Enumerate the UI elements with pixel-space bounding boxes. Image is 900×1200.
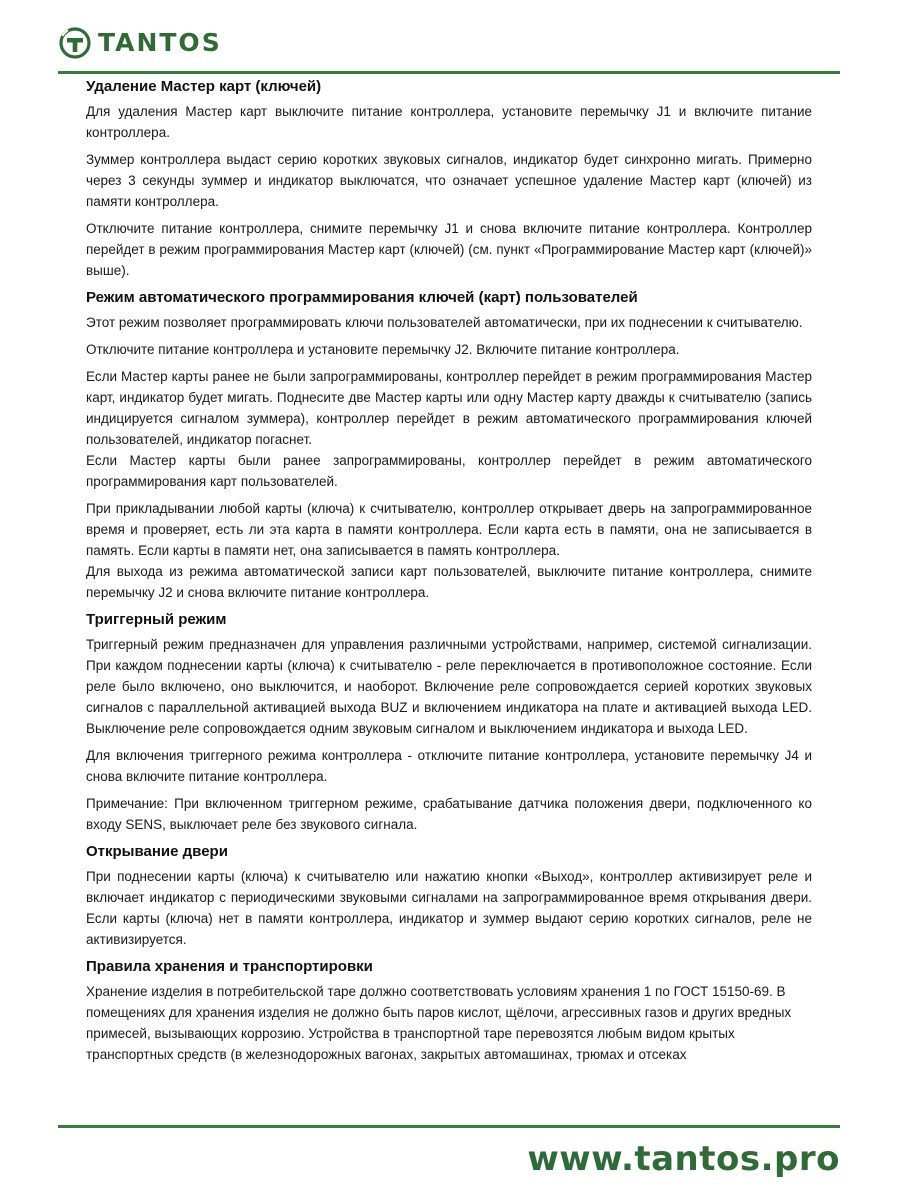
paragraph: Отключите питание контроллера, снимите перемычку J1 и снова включите питание контроллера. Контроллер перейдет в режим программирования Мастер карт (ключей) (см. пункт «Программирование Мастер карт (ключей)» выше).: [86, 221, 812, 278]
paragraph: Если Мастер карты ранее не были запрограммированы, контроллер перейдет в режим программирования Мастер карт, индикатор будет мигать. Поднесите две Мастер карты или одну Мастер карту дважды к считывателю (запись индицируется сигналом зуммера), контроллер перейдет в режим автоматического программирования ключей пользователей, индикатор погаснет.: [86, 369, 812, 447]
paragraph: Для включения триггерного режима контроллера - отключите питание контроллера, установите перемычку J4 и снова включите питание контроллера.: [86, 748, 812, 784]
paragraph: Отключите питание контроллера и установите перемычку J2. Включите питание контроллера.: [86, 342, 680, 357]
logo-text: TANTOS: [98, 28, 222, 57]
paragraph: Этот режим позволяет программировать ключи пользователей автоматически, при их поднесении к считывателю.: [86, 315, 803, 330]
paragraph: Триггерный режим предназначен для управления различными устройствами, например, системой сигнализации. При каждом поднесении карты (ключа) к считывателю - реле переключается в противоположное состояние. Если реле было включено, оно выключится, и наоборот. Включение реле сопровождается серией коротких звуковых сигналов с параллельной активацией выхода BUZ и включением индикатора на плате и активацией выхода LED. Выключение реле сопровождается одним звуковым сигналом и выключением индикатора и выхода LED.: [86, 637, 812, 736]
section-heading: Режим автоматического программирования ключей (карт) пользователей: [86, 289, 638, 306]
section-heading: Правила хранения и транспортировки: [86, 958, 373, 975]
footer-divider: [58, 1125, 840, 1128]
paragraph: При поднесении карты (ключа) к считывателю или нажатию кнопки «Выход», контроллер активизирует реле и включает индикатор с периодическими звуковыми сигналами на запрограммированное время открывания двери. Если карты (ключа) нет в памяти контроллера, индикатор и зуммер выдают серию коротких сигналов, реле не активизируется.: [86, 869, 812, 947]
paragraph: Для выхода из режима автоматической записи карт пользователей, выключите питание контроллера, снимите перемычку J2 и снова включите питание контроллера.: [86, 564, 812, 600]
tantos-logo-icon: [58, 26, 92, 60]
paragraph: Хранение изделия в потребительской таре должно соответствовать условиям хранения 1 по ГОСТ 15150-69. В помещениях для хранения изделия не должно быть паров кислот, щёлочи, агрессивных газов и других вредных примесей, вызывающих коррозию. Устройства в транспортной таре перевозятся любым видом крытых транспортных средств (в железнодорожных вагонах, закрытых автомашинах, трюмах и отсеках: [86, 984, 792, 1062]
section-heading: Открывание двери: [86, 843, 228, 860]
section-heading: Удаление Мастер карт (ключей): [86, 78, 322, 95]
paragraph: Если Мастер карты были ранее запрограммированы, контроллер перейдет в режим автоматического программирования карт пользователей.: [86, 453, 812, 489]
paragraph: Для удаления Мастер карт выключите питание контроллера, установите перемычку J1 и включите питание контроллера.: [86, 104, 812, 140]
section-heading: Триггерный режим: [86, 611, 227, 628]
paragraph: При прикладывании любой карты (ключа) к считывателю, контроллер открывает дверь на запрограммированное время и проверяет, есть ли эта карта в памяти контроллера. Если карта есть в памяти, она не записывается в память. Если карты в памяти нет, она записывается в память контроллера.: [86, 501, 812, 558]
brand-logo: [58, 26, 222, 60]
document-body: [86, 76, 812, 1071]
paragraph: Примечание: При включенном триггерном режиме, срабатывание датчика положения двери, подключенного ко входу SENS, выключает реле без звукового сигнала.: [86, 796, 812, 832]
footer-website-link[interactable]: www.tantos.pro: [527, 1139, 840, 1179]
header-divider: [58, 71, 840, 74]
paragraph: Зуммер контроллера выдаст серию коротких звуковых сигналов, индикатор будет синхронно мигать. Примерно через 3 секунды зуммер и индикатор выключатся, что означает успешное удаление Мастер карт (ключей) из памяти контроллера.: [86, 152, 812, 209]
